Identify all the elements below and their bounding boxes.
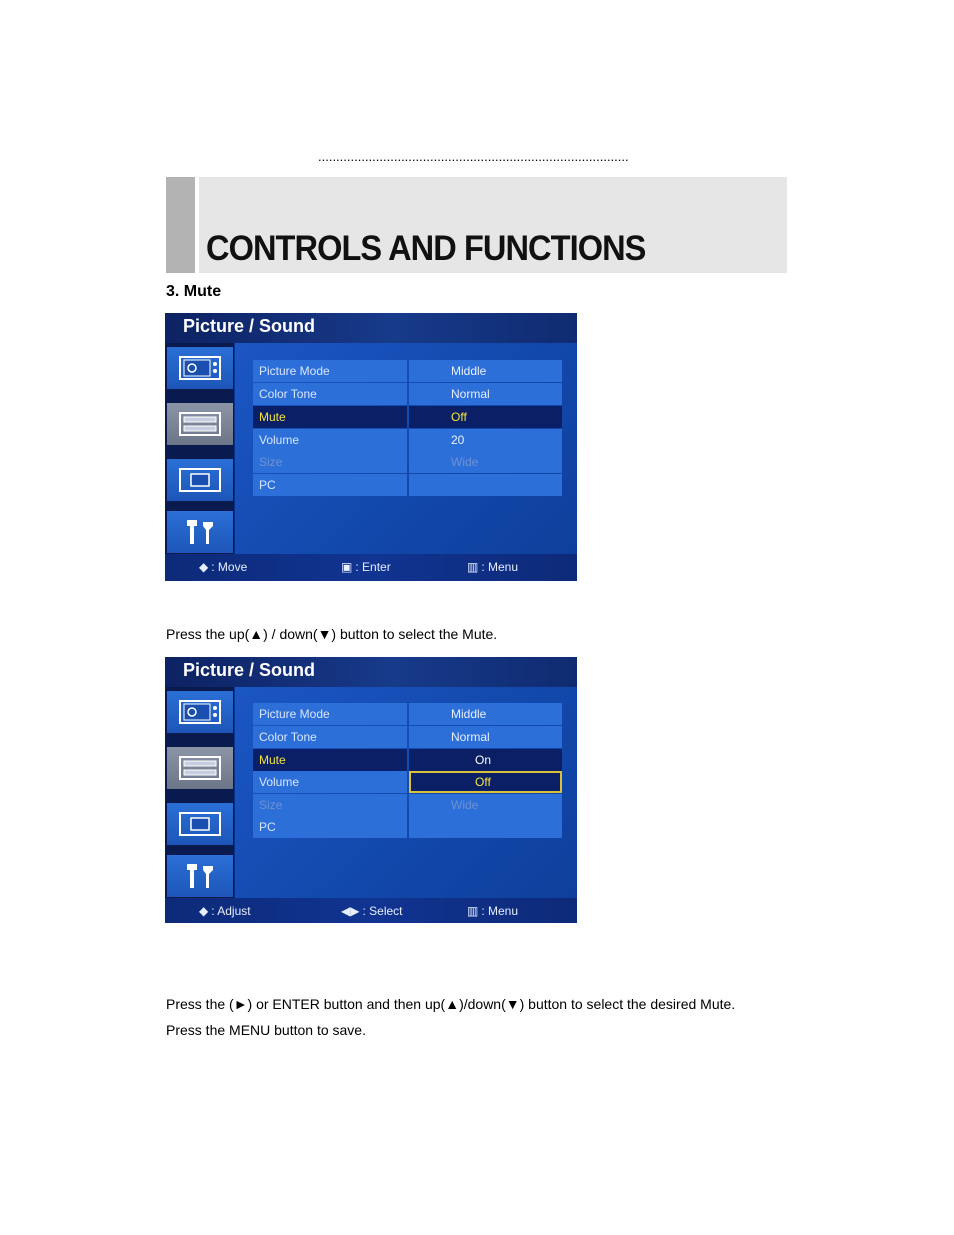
header-dotted-rule: ......................................................................................	[318, 150, 629, 164]
setup-tab[interactable]	[167, 511, 233, 553]
sound-tab[interactable]	[167, 747, 233, 789]
osd-sidebar	[165, 343, 234, 554]
menu-row-mute[interactable]: Mute Off	[253, 406, 562, 428]
menu-row-color-tone[interactable]: Color Tone Normal	[253, 726, 562, 748]
menu-row-pc[interactable]: PC	[253, 816, 562, 838]
picture-tab[interactable]	[167, 347, 233, 389]
enter-button-icon: ▣	[341, 560, 353, 574]
osd-header	[165, 313, 577, 343]
updown-arrow-icon: ◆	[199, 560, 209, 574]
screen-tab[interactable]	[167, 803, 233, 845]
setup-tools-icon	[179, 864, 221, 888]
footer-move-hint: ◆ : Move	[199, 560, 248, 574]
menu-row-size: Size Wide	[253, 451, 562, 473]
osd-menu-panel	[235, 343, 577, 554]
menu-button-icon: ▥	[467, 560, 479, 574]
osd-header	[165, 657, 577, 687]
osd-screenshot-2	[165, 657, 577, 923]
menu-button-icon: ▥	[467, 904, 479, 918]
osd-footer	[165, 554, 577, 581]
menu-row-volume[interactable]: Volume Off	[253, 771, 562, 793]
menu-row-pc[interactable]: PC	[253, 474, 562, 496]
screen-tab-icon	[179, 468, 221, 492]
sound-tab-icon	[179, 412, 221, 436]
updown-arrow-icon: ◆	[199, 904, 209, 918]
instruction-save: Press the MENU button to save.	[166, 1022, 366, 1038]
section-title: 3. Mute	[166, 283, 222, 300]
screen-tab-icon	[179, 812, 221, 836]
footer-select-hint: ◀▶ : Select	[341, 904, 403, 918]
osd-title: Picture / Sound	[183, 660, 316, 680]
banner-side-bar	[166, 177, 195, 273]
leftright-arrow-icon: ◀▶	[341, 904, 360, 918]
menu-row-mute[interactable]: Mute On	[253, 749, 562, 771]
mute-option-on[interactable]: On	[409, 749, 562, 771]
menu-row-volume[interactable]: Volume 20	[253, 429, 562, 451]
osd-footer	[165, 898, 577, 923]
menu-row-picture-mode[interactable]: Picture Mode Middle	[253, 360, 562, 382]
menu-row-color-tone[interactable]: Color Tone Normal	[253, 383, 562, 405]
setup-tools-icon	[179, 520, 221, 544]
osd-screenshot-1	[165, 313, 577, 581]
osd-title: Picture / Sound	[183, 316, 316, 336]
footer-adjust-hint: ◆ : Adjust	[199, 904, 251, 918]
setup-tab[interactable]	[167, 855, 233, 897]
picture-tab-icon	[179, 356, 221, 380]
chapter-banner	[166, 177, 787, 273]
picture-tab[interactable]	[167, 691, 233, 733]
mute-option-off-selected[interactable]: Off	[409, 771, 562, 793]
picture-tab-icon	[179, 700, 221, 724]
sound-tab-icon	[179, 756, 221, 780]
footer-enter-hint: ▣ : Enter	[341, 560, 391, 574]
instruction-select-mute: Press the up(▲) / down(▼) button to select the Mute.	[166, 626, 498, 642]
osd-menu-panel	[235, 687, 577, 898]
sound-tab[interactable]	[167, 403, 233, 445]
chapter-title: CONTROLS AND FUNCTIONS	[206, 229, 646, 268]
screen-tab[interactable]	[167, 459, 233, 501]
footer-menu-hint: ▥ : Menu	[467, 904, 519, 918]
footer-menu-hint: ▥ : Menu	[467, 560, 519, 574]
instruction-adjust-mute: Press the (►) or ENTER button and then up(▲)/down(▼) button to select the desired Mute.	[166, 996, 736, 1012]
menu-row-size: Size Wide	[253, 794, 562, 816]
menu-row-picture-mode[interactable]: Picture Mode Middle	[253, 703, 562, 725]
osd-sidebar	[165, 687, 234, 898]
